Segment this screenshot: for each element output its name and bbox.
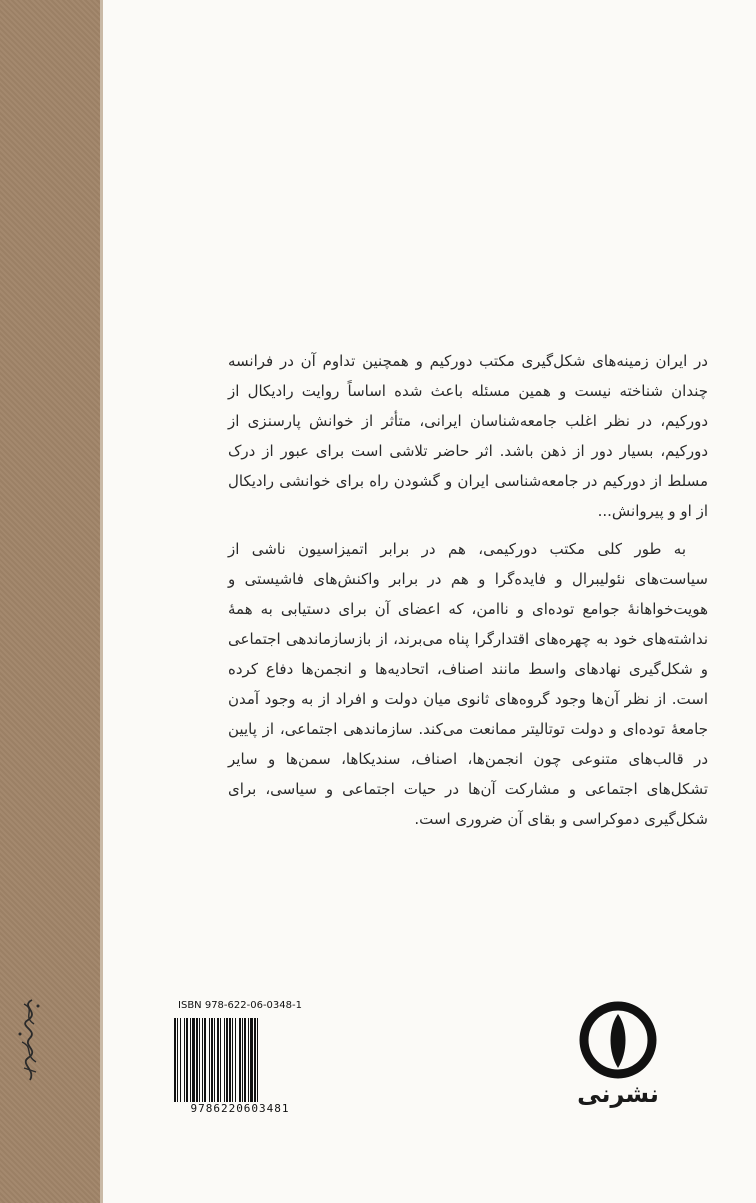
- back-cover-text: [228, 346, 708, 834]
- paragraph-1: در ایران زمینه‌های شکل‌گیری مکتب دورکیم و همچنین تداوم آن در فرانسه چندان شناخته نیست و همین مسئله باعث شده اساساً روایت رادیکال از دورکیم، در نظر اغلب جامعه‌شناسان ایرانی، متأثر از خوانش پارسنزی از دورکیم، بسیار دور از ذهن باشد. اثر حاضر تلاشی است برای عبور از درک مسلط از دورکیم در جامعه‌شناسی ایران و گشودن راه برای خوانشی رادیکال از او و پیروانش...: [228, 352, 708, 520]
- paragraph-2: به طور کلی مکتب دورکیمی، هم در برابر اتمیزاسیون ناشی از سیاست‌های نئولیبرال و فایده‌گرا و هم در برابر واکنش‌های فاشیستی و هویت‌خواهانهٔ جوامع توده‌ای و ناامن، که اعضای آن برای دستیابی به همهٔ نداشته‌های خود به چهره‌های اقتدارگرا پناه می‌برند، از بازسازماندهی اجتماعی و شکل‌گیری نهادهای واسط مانند اصناف، اتحادیه‌ها و انجمن‌ها دفاع کرده است. از نظر آن‌ها وجود گروه‌های ثانوی میان دولت و افراد از به وجود آمدن جامعهٔ توده‌ای و دولت توتالیتر ممانعت می‌کند. سازماندهی اجتماعی، از پایین در قالب‌های متنوعی چون انجمن‌ها، اصناف، سندیکاها، سمن‌ها و سایر تشکل‌های اجتماعی و مشارکت آن‌ها در حیات اجتماعی و سیاسی، برای شکل‌گیری دموکراسی و بقای آن ضروری است.: [228, 540, 708, 828]
- spine-edge: [100, 0, 103, 1203]
- isbn-label: ISBN 978-622-06-0348-1: [178, 1000, 302, 1011]
- publisher-name: نشرنی: [577, 1080, 659, 1108]
- handwritten-signature: [10, 996, 50, 1086]
- publisher-logo-icon: [578, 1000, 658, 1080]
- barcode-digits: 9786220603481: [190, 1102, 290, 1115]
- barcode: [170, 1002, 310, 1114]
